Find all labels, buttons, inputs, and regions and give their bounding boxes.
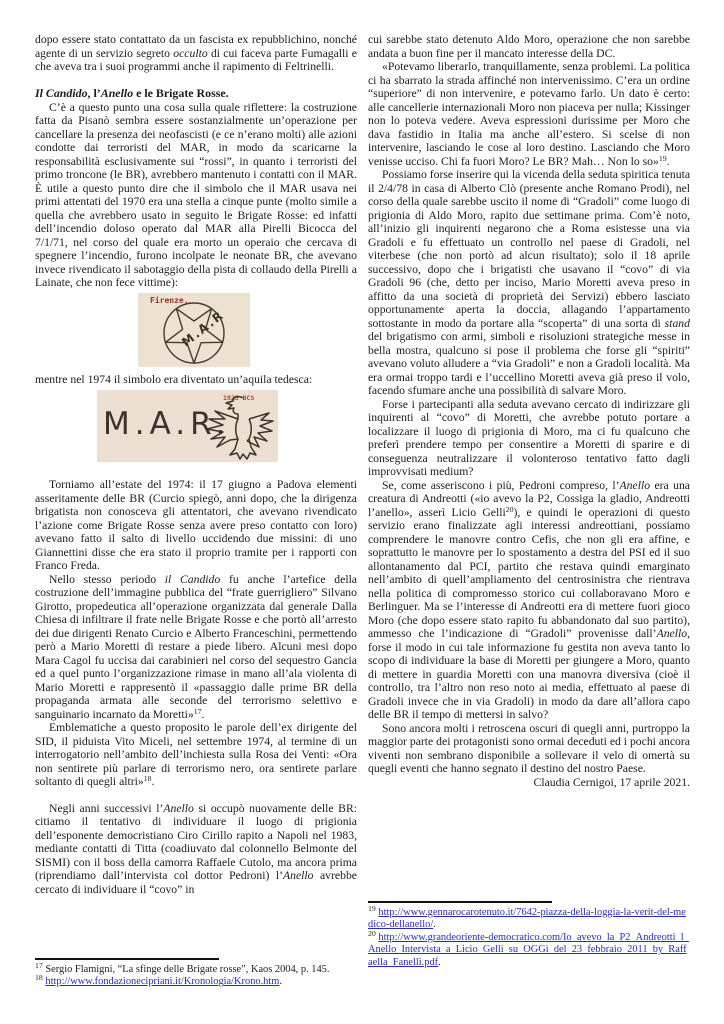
footnote-20 [368, 928, 690, 969]
paragraph [368, 479, 690, 722]
footnotes-right [368, 901, 690, 969]
footnote-separator [368, 901, 552, 903]
paragraph [35, 101, 357, 290]
text-run: e le Brigate Rosse. [133, 85, 229, 100]
text-run: Possiamo forse inserire qui la vicenda della seduta spiritica tenuta il 2/4/78 in casa di Alberto Clò (presente anche Romano Prodi), nel corso della quale sarebbe uscito il nome di “Gradoli” come luogo di prigionia di Aldo Moro, rapito due settimane prima. Com’è noto, all’inizio gli inquirenti negarono che a Roma esistesse una via Gradoli e fu effettuato un controllo nel paese di Gradoli, nel viterbese (che non portò ad alcun risultato); solo il 18 aprile successivo, dopo che i brigatisti che usavano il “covo” di via Gradoli 96 (che, detto per inciso, Mario Moretti aveva preso in affitto da una società di proprietà dei Servizi) ebbero lasciato opportunamente aperta la doccia, allagando l’appartamento sottostante in modo da portare alla “scoperta” di una sorta di [368, 168, 691, 330]
footnote-ref: 17 [193, 706, 202, 716]
hyperlink[interactable]: http://www.gennarocarotenuto.it/7642-piazza-della-loggia-la-verit-del-medico-dellanello/ [368, 907, 686, 931]
text-run: fu anche l’artefice della costruzione dell’immagine pubblica del “frate guerrigliero” Silvano Girotto, propedeutica all’operazione organizzata dal generale Dalla Chiesa di infiltrare il frate nelle Brigate Rosse e che portò all’arresto dei due dirigenti Renato Curcio e Alberto Franceschini, permettendo però a Mario Moretti di restare a piede libero. Alcuni mesi dopo Mara Cagol fu uccisa dai carabinieri nel corso del sequestro Gancia ed a quel punto l’organizzazione rimase in mano all’ala violenta di Mario Moretti e rappresentò il «passaggio dalle prime BR della propaganda armata alle seconde del terrorismo selettivo e sanguinario incarnato da Moretti» [35, 572, 357, 721]
text-run: , forse il modo in cui tale informazione fu gestita non aveva tanto lo scopo di individuare la base di Moretti per giungere a Moro, quanto di mettere in guardia Moretti con una manovra diversiva (cioè il controllo, tra l’altro non reso noto ai media, effettuato al paese di Gradoli invece che in via Gradoli) in modo da dare all’allora capo delle BR il tempo di mettersi in salvo? [368, 627, 690, 721]
hyperlink[interactable]: http://www.grandeoriente-democratico.com/Io_avevo_la_P2_Andreotti_l_Anello_Intervista_a_Licio_Gelli_su_OGGi_del_23_febbraio_2011_by_Raffaella_Fanelli.pdf [368, 931, 689, 968]
paragraph [368, 722, 690, 776]
paragraph-continued [368, 33, 690, 60]
text-run: «Potevamo liberarlo, tranquillamente, senza problemi. La politica ci ha sbarrato la strada affinché non intervenissimo. C’era un ordine “superiore” di non intervenire, e potevamo farlo. Un dato è certo: alle cancellerie internazionali Moro non piaceva per nulla; Kissinger non lo poteva vedere. Aveva espressioni durissime per Moro che dava fastidio in Italia ma anche all’estero. Si scelse di non intervenire, lasciando le cose al loro destino. Lasciando che Moro venisse ucciso. Chi fa fuori Moro? Le BR? Mah… Non lo so» [368, 60, 690, 168]
text-run: dopo essere stato contattato da un fascista ex repubblichino, nonché agente di un servizio segreto [35, 33, 357, 60]
text-run: Forse i partecipanti alla seduta avevano cercato di indirizzare gli inquirenti al “covo” di Moretti, che avrebbe potuto portare a localizzare il luogo di prigionia di Moro, ma ci fu qualcuno che preferì prendere tempo per consentire a Moretti di sparire e di conseguenza neutralizzare il volonteroso tentativo fatto dagli improvvisati medium? [368, 397, 690, 478]
text-run: ), e quindi le operazioni di questo servizio erano finalizzate agli interessi andreottiani, possiamo comprendere le manovre contro Cefis, che non gli era affine, e soprattutto le manovre per lo spostamento a destra del PSI ed il suo allontanamento dal PCI, partito che restava quindi emarginato nell’ambito di quell’ampliamento del centrosinistra che rientrava nella politica di compromesso storico cui collaboravano Moro e Berlinguer. Ma se l’interesse di Andreotti era di mettere fuori gioco Moro (che dopo essere stato rapito fu abbandonato dal suo partito), ammesso che l’indicazione di “Gradoli” provenisse dall’ [368, 505, 691, 640]
text-run: . [438, 956, 441, 968]
text-run: Anello [619, 478, 651, 492]
text-run: . [201, 707, 205, 721]
text-run: di cui faceva parte Fumagalli e che aveva tra i suoi programmi anche il rapimento di Feltrinelli. [35, 46, 357, 73]
text-run: si occupò nuovamente delle BR: citiamo il tentativo di individuare il luogo di prigionia dell’esponente democristiano Ciro Cirillo rapito a Napoli nel 1983, mediante contatti di Titta (coadiuvato dal colonnello Belmonte del SISMI) con il boss della camorra Raffaele Cutolo, ma ancora prima (riprendiamo dall’intervista col dottor Pedroni) l’ [35, 801, 357, 882]
text-run: il Candido [164, 572, 221, 586]
text-run: stand [664, 316, 690, 330]
eagle-mar-letters: M.A.R. [103, 405, 231, 442]
text-run: . [151, 775, 155, 788]
paragraph [35, 573, 357, 722]
paragraph [35, 478, 357, 573]
footnote-ref: 20 [505, 504, 514, 514]
section-heading [35, 86, 357, 100]
text-run: . [279, 976, 282, 988]
eagle-stamp-text: 1923 BCS [223, 393, 255, 402]
text-run: Se, come asseriscono i più, Pedroni compreso, l’ [382, 478, 620, 492]
left-column [35, 33, 357, 1024]
text-run: Sergio Flamigni, “La sfinge delle Brigate rosse”, Kaos 2004, p. 145. [42, 964, 330, 975]
paragraph-continued [35, 33, 357, 74]
paragraph [35, 802, 357, 897]
footnote-17 [35, 961, 357, 976]
text-run: Negli anni successivi l’ [49, 801, 164, 815]
paragraph [35, 373, 357, 387]
paragraph [368, 168, 690, 398]
text-run: , l’ [87, 85, 101, 100]
footnotes-left [35, 958, 357, 989]
text-run: Anello [100, 85, 134, 100]
star-mar-letters: M.A.R [179, 307, 227, 349]
paragraph [35, 721, 357, 789]
text-run: Nello stesso periodo [49, 572, 165, 586]
text-run: . [666, 154, 670, 168]
star-figure-label: Firenze. [150, 295, 189, 305]
text-run: Sono ancora molti i retroscena oscuri di quegli anni, purtroppo la maggior parte dei protagonisti sono ormai deceduti ed i pochi ancora viventi non sembrano disponibile a sollevare il velo di omertà su quegli eventi che hanno segnato il destino del nostro Paese. [368, 721, 690, 775]
text-run: Il Candido [35, 85, 88, 100]
text-run: era una creatura di Andreotti («io avevo la P2, Cossiga la gladio, Andreotti l’anello», asserì Licio Gelli [368, 478, 690, 519]
text-run: Anello [163, 801, 194, 815]
text-run: del brigatismo con armi, simboli e risoluzioni strategiche messe in bella mostra, qualcuno si pose il problema che forse gli “spiriti” avevano voluto alludere a “via Gradoli” e non a Gradoli località. Ma era ormai troppo tardi e l’uccellino Moretti aveva già preso il volo, facendo sfumare anche una possibilità di salvare Moro. [368, 330, 690, 397]
text-run: Anello [656, 627, 688, 640]
paragraph [368, 60, 690, 168]
text-run: Anello [282, 869, 314, 882]
text-run: occulto [173, 46, 208, 60]
text-run: C’è a questo punto una cosa sulla quale riflettere: la costruzione fatta da Pisanò sembra essere sostanzialmente un’operazione per cancellare la presenza dei neofascisti (e ce n’erano molti) alle azioni condotte dai terroristi del MAR, in modo da scaricarne la responsabilità esclusivamente sui “rossi”, in quanto i terroristi del primo troncone (le BR), avrebbero mantenuto i contatti con il MAR. È utile a questo punto dire che il simbolo che il MAR usava nei primi attentati del 1970 era una stella a cinque punte (molto simile a quella che avrebbero usato in seguito le Brigate Rosse: ed infatti dell’incendio doloso operato dal MAR alla Pirelli Bicocca del 7/1/71, nel corso del quale era morto un operaio che cercava di spegnere l’incendio, furono incolpate le neonate BR, che avevano invece rivendicato il sabotaggio della pista di collaudo della Pirelli a Lainate, che non fece vittime): [35, 100, 357, 289]
footnote-separator [35, 958, 219, 960]
footnote-ref: 19 [658, 153, 667, 163]
right-column [368, 33, 690, 1024]
text-run: . [433, 919, 436, 931]
text-run: Emblematiche a questo proposito le parole dell’ex dirigente del SID, il piduista Vito Miceli, nel settembre 1974, al termine di un interrogatorio nell’ambito dell’inchiesta sulla Rosa dei Venti: «Ora non sentirete più parlare di terrorismo nero, ora sentirete parlare soltanto di quegli altri» [35, 721, 357, 788]
footnote-ref: 18 [143, 774, 152, 783]
footnote-ref: 18 [35, 973, 43, 983]
footnote-ref: 17 [35, 961, 43, 970]
hyperlink[interactable]: http://www.fondazionecipriani.it/Kronologia/Krono.htm [45, 976, 280, 988]
footnote-ref: 20 [368, 928, 376, 938]
star-figure-svg [138, 293, 250, 367]
paragraph [368, 398, 690, 479]
text-run: avrebbe cercato di individuare il “covo” in [35, 869, 357, 896]
footnote-18 [35, 973, 357, 988]
text-run: mentre nel 1974 il simbolo era diventato un’aquila tedesca: [35, 373, 313, 386]
eagle-figure-svg [97, 390, 278, 462]
text-run: Torniamo all’estate del 1974: il 17 giugno a Padova elementi asseritamente delle BR (Curcio spiegò, anni dopo, che la dirigenza brigatista non conosceva gli attentatori, che avevano rivendicato l’azione come Brigate Rosse senza avere preso contatto con loro) avevano fatto il salto di livello uccidendo due missini: di uno Giannettini disse che era stato il proprio tramite per i rapporti con Franco Freda. [35, 478, 357, 572]
footnote-19 [368, 904, 690, 932]
mar-star-stamp-image [138, 293, 357, 371]
footnote-ref: 19 [368, 904, 376, 913]
author-signature: Claudia Cernigoi, 17 aprile 2021. [533, 775, 690, 789]
mar-eagle-image [97, 390, 357, 466]
text-run: cui sarebbe stato detenuto Aldo Moro, operazione che non sarebbe andata a buon fine per il mancato interesse della DC. [368, 33, 690, 60]
